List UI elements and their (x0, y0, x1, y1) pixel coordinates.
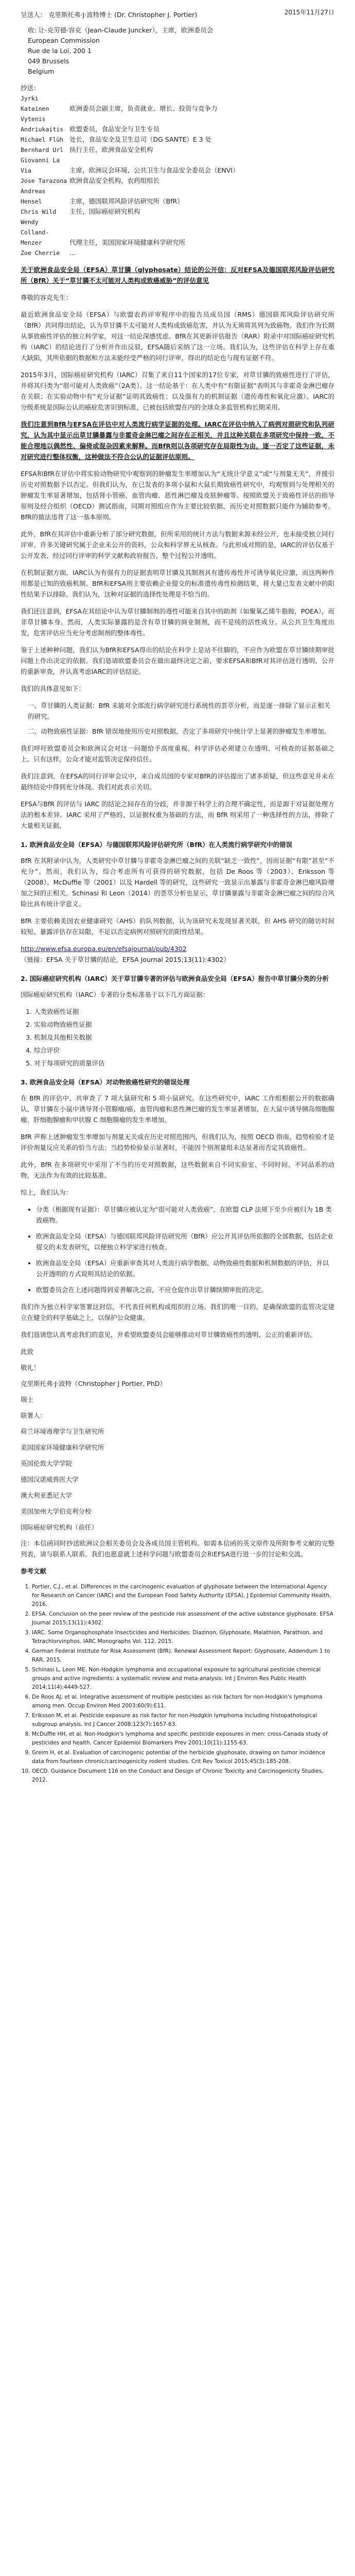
letter-subject: 关于欧洲食品安全局（EFSA）草甘膦（glyphosate）结论的公开信：反对EFSA及德国联邦风险评估研究所（BfR）关于“草甘膦不太可能对人类构成致癌威胁”的评估意见 (21, 266, 334, 284)
recipient-line: 收: 让-克劳德·容克（Jean-Claude Juncker），主席，欧洲委员会 (28, 26, 214, 34)
co-signer: 澳大利亚悉尼大学 (21, 1492, 73, 1499)
body-paragraph: BfR 声称上述肿瘤发生率增加与剂量无关或在历史对照范围内，但我们认为，按照 OECD 指南，趋势检验才是评价剂量反应关系的恰当方法；当趋势检验显示显著时，不能因个别剂量组未达显著而否定其致癌性。 (21, 1133, 334, 1151)
section-heading-iarc: 2. 国际癌症研究机构（IARC）关于草甘膦专著的评估与欧洲食品安全局（EFSA）报告中草甘膦分类的分析 (21, 975, 329, 982)
body-paragraph: 国际癌症研究机构（IARC）专著的分类标准基于以下几方面证据： (21, 991, 209, 998)
body-paragraph: 2015年3月，国际癌症研究机构（IARC）召集了来自11个国家的17位专家，对草甘膦的致癌性进行了评估，并将其归类为“很可能对人类致癌”（2A类）。这一结论基于：在人类中有“有限证据”表明其与非霍奇金淋巴瘤存在关联；在实验动物中有“充分证据”证明其致癌性；以及强有力的机制证据（遗传毒性和氧化应激）。IARC的分级系统是国际公认的癌症危害识别标准，已被包括欧盟在内的全球众多监管机构长期采用。 (21, 371, 334, 411)
cc-row (21, 114, 334, 134)
reference-item: 10. OECD. Guidance Document 116 on the Conduct and Design of Chronic Toxicity and Carcinogenicity Studies, 2012. (32, 1767, 334, 1785)
reference-item: 1. Portier, C.J., et al. Differences in the carcinogenic evaluation of glyphosate between the International Agency for Research on Cancer (IARC) and the European Food Safety Authority (EFSA). J Epidemiol Community Health, 2016. (32, 1583, 334, 1609)
signature-block (21, 1346, 334, 1533)
cc-row (21, 217, 334, 248)
reference-item: 9. Greim H, et al. Evaluation of carcinogenic potential of the herbicide glyphosate, drawing on tumor incidence data from fourteen chronic/carcinogenicity rodent studies. Crit Rev Toxicol 2015;45(3):185-208. (32, 1749, 334, 1766)
signers-label: 联署人： (21, 1412, 47, 1419)
summary-item: • 分类（根据现有证据）：草甘膦应被认定为“很可能对人类致癌”，在欧盟 CLP 法规下至少应被归为 1B 类致癌物。 (36, 1204, 334, 1226)
letter-date: 2015年11月27日 (284, 9, 334, 16)
cc-name: Zoe Cherrie (21, 249, 60, 257)
summary-item: • 欧洲食品安全局（EFSA）与德国联邦风险评估研究所（BfR）应公开其评估所依据的全部数据，包括企业提交的未发表研究，以便独立科学家进行核查。 (36, 1231, 334, 1252)
iarc-criteria-item: 4. 综合评价 (34, 1045, 334, 1056)
cc-name: Michael Flüh (21, 136, 64, 143)
cc-role: 欧盟委员，食品安全与卫生专员 (69, 125, 160, 133)
body-paragraph: 我们呼吁欧盟委员会和欧洲议会对这一问题给予高度重视。科学评估必须建立在透明、可核查的证据基础之上。只有这样，公众才能对监管决定保持信任。 (21, 744, 334, 763)
cc-name: Chris Wild (21, 208, 57, 215)
co-signer: 德国汉诺威兽医大学 (21, 1476, 79, 1483)
cc-role: 主席，欧洲议会环境、公共卫生与食品安全委员会（ENVI） (69, 166, 239, 174)
iarc-criteria-item: 3. 机制及其他相关数据 (34, 1032, 334, 1043)
recipient-address (21, 25, 334, 77)
body-paragraph: BfR 主要依赖美国农业健康研究（AHS）的队列数据，认为该研究未发现显著关联，但 AHS 研究的随访时间较短、暴露评估存在局限，不足以否定病例对照研究的阳性结果。 (21, 917, 334, 936)
section-heading-animal: 3. 欧洲食品安全局（EFSA）对动物致癌性研究的错误处理 (21, 1078, 190, 1086)
cc-name: Jose Tarazona (21, 177, 67, 184)
recipient-street: Rue de la Loi, 200 1 (28, 47, 92, 55)
efsa-link[interactable]: http://www.efsa.europa.eu/en/efsajournal/pub/4302 (21, 945, 187, 953)
cc-row (21, 248, 334, 258)
cc-name: Vytenis Andriukaitis (21, 115, 64, 133)
cc-name: Bernhard Url (21, 146, 64, 154)
reference-item: 3. IARC. Some Organophosphate Insecticides and Herbicides: Diazinon, Glyphosate, Malathion, Parathion, and Tetrachlorvinphos. IARC Monographs Vol. 112, 2015. (32, 1629, 334, 1646)
body-paragraph: 我们还注意到，EFSA在其结论中认为草甘膦制剂的毒性可能来自其中的助剂（如聚氧乙烯牛脂胺，POEA），而非草甘膦本身。然而，人类实际暴露的是含有草甘膦的商业制剂，而不是纯的活性成分。从公共卫生角度出发，危害评估应当充分考虑制剂的整体毒性。 (21, 607, 334, 637)
body-paragraph: 此外，BfR 在多项研究中采用了不当的历史对照数据，这些数据来自不同实验室、不同时间、不同品系的动物，无法作为有效的比较基准。 (21, 1161, 334, 1179)
dash-item: 二、动物致癌性证据：BfR 错误地使用历史对照数据，否定了多项研究中统计学上显著的肿瘤发生率增加。 (28, 727, 331, 735)
iarc-criteria-item: 2. 实验动物致癌性证据 (34, 1019, 334, 1030)
recipient-country: Belgium (28, 67, 55, 75)
body-paragraph: 我们作为独立科学家签署这封信，不代表任何机构或组织的立场。我们的唯一目的，是确保欧盟的监管决定建立在健全的科学基础之上，以保护公众健康。 (21, 1303, 334, 1321)
body-paragraph: 最近欧洲食品安全局（EFSA）与欧盟农药评审程序中的报告员成员国（RMS）德国联邦风险评估研究所（BfR）共同得出结论，认为草甘膦不太可能对人类构成致癌危害，并认为无须将其列为致癌物。我们作为长期从事致癌性评估的独立科学家，对这一结论深感忧虑。BfR在其更新评估报告（RAR）附录中对国际癌症研究机构（IARC）的结论进行了分析并作出反驳，EFSA随后采纳了这一立场。我们认为，这些评估在科学上存在重大缺陷，其所依据的数据和方法未能经受严格的同行评审，得出的结论也与现有证据不符。 (21, 311, 334, 362)
cc-name: Andreas Hensel (21, 188, 46, 205)
cc-role: 代理主任，美国国家环境健康科学研究所 (69, 239, 186, 246)
body-paragraph: EFSA与BfR 的评估与 IARC 的结论之间存在的分歧，并非源于科学上的合理不确定性，而是源于对证据处理方法的根本差异。IARC 采用了严格的、以证据权重为基础的方法，而 BfR 则采用了一种选择性的方法，排除了大量相关证据。 (21, 800, 334, 829)
cc-role: 处长，食品安全及卫生总司（DG SANTE）E 3 处 (69, 135, 212, 143)
cc-role: 主任，国际癌症研究机构 (69, 208, 140, 215)
cc-row (21, 134, 334, 145)
cc-row (21, 155, 334, 176)
cc-name: Wendy Colland-Menzer (21, 218, 49, 246)
cc-row (21, 186, 334, 207)
cc-role: ... (69, 249, 76, 257)
cc-list (21, 83, 334, 258)
cc-label: 抄送： (21, 84, 40, 92)
cc-role: 主席，德国联邦风险评估研究所（BfR） (69, 197, 184, 205)
iarc-criteria-list (21, 1006, 334, 1069)
summary-heading: 综上，我们认为： (21, 1189, 73, 1196)
section-heading-human: 1. 欧洲食品安全局（EFSA）与德国联邦风险评估研究所（BfR）在人类流行病学研究中的错误 (21, 841, 293, 849)
co-signer: 荷兰环境毒理学与卫生研究所 (21, 1428, 104, 1435)
co-signer: 英国伦敦大学学院 (21, 1460, 73, 1467)
dash-item: 一、草甘膦的人类证据：BfR 未能对全部流行病学研究进行系统性的荟萃分析，而是逐一排除了显示正相关的研究。 (28, 702, 331, 720)
cc-row (21, 176, 334, 186)
iarc-criteria-item: 1. 人类致癌性证据 (34, 1006, 334, 1017)
recipient-city: 049 Brussels (28, 57, 69, 65)
reference-item: 2. EFSA. Conclusion on the peer review of the pesticide risk assessment of the active substance glyphosate. EFSA Journal 2015;13(11):4302. (32, 1610, 334, 1628)
reference-item: 7. Eriksson M, et al. Pesticide exposure as risk factor for non-Hodgkin lymphoma including histopathological subgroup analysis. Int J Cancer 2008;123(7):1657-63. (32, 1711, 334, 1729)
dash-list (21, 700, 334, 737)
iarc-criteria-item: 5. 对于每项研究的质量评估 (34, 1058, 334, 1069)
summary-item: • 欧洲食品安全局（EFSA）应重新审查其对人类流行病学数据、动物致癌性数据和机制数据的评估，并以公开透明的方式说明其结论的依据。 (36, 1258, 334, 1279)
reference-item: 6. De Roos AJ, et al. Integrative assessment of multiple pesticides as risk factors for non-Hodgkin's lymphoma among men. Occup Environ Med 2003;60(9):E11. (32, 1693, 334, 1710)
cc-row (21, 207, 334, 217)
salutation: 尊敬的容克先生： (21, 294, 73, 301)
cc-role: 欧洲食品安全机构，农药组组长 (69, 177, 160, 184)
body-paragraph: 我们恳请您认真考虑我们的意见，并希望欧盟委员会能够推动对草甘膦致癌性的透明、公正的重新评估。 (21, 1331, 317, 1338)
cc-name: Giovanni La Via (21, 157, 60, 174)
co-signer: 美国国家环境健康科学研究所 (21, 1444, 104, 1451)
references-heading: 参考文献 (21, 1567, 47, 1575)
final-note: 注：本信函同时抄送欧洲议会相关委员会及各成员国主管机构。如需本信函的英文原件及所附参考文献的完整列表，请与联系人联系。我们也愿意就上述科学问题与欧盟委员会和EFSA进行进一步的讨论和交流。 (21, 1539, 334, 1558)
cc-row (21, 93, 334, 114)
reference-link-block (21, 943, 334, 965)
body-paragraph: 此外，BfR在其评估中重新分析了部分研究数据，但所采用的统计方法与数据来源未经公开，也未接受独立同行评审。许多关键研究属于企业未公开的资料，公众和科学界无从核查。与此形成对照的是，IARC的评估仅基于公开发表、经过同行评审的科学文献和政府报告，整个过程公开透明。 (21, 530, 334, 560)
cc-role: 执行主任，欧洲食品安全机构 (69, 146, 153, 154)
to-line: 呈送人： 克里斯托弗·J·波特博士 (Dr. Christopher J. Portier) (21, 11, 198, 19)
regards: 敬礼！ (21, 1364, 40, 1371)
reference-item: 8. McDuffie HH, et al. Non-Hodgkin's lymphoma and specific pesticide exposures in men: cross-Canada study of pesticides and health. Cancer Epidemiol Biomarkers Prev 2001;10(11):1155-63. (32, 1730, 334, 1748)
signoff: 此致 (21, 1348, 34, 1355)
reference-item: 5. Schinasi L, Leon ME. Non-Hodgkin lymphoma and occupational exposure to agricultural pesticide chemical groups and active ingredients: a systematic review and meta-analysis. Int J Environ Res Public Health 2014;11(4):4449-527. (32, 1666, 334, 1692)
body-paragraph: 我们注意到，在EFSA的同行评审会议中，来自成员国的专家对BfR的评估提出了诸多质疑，但这些意见并未在最终结论中得到充分体现。我们对此表示关切。 (21, 772, 334, 791)
signer-title: 瑞士 (21, 1396, 34, 1403)
body-paragraph: EFSA和BfR在评估中将实验动物研究中观察到的肿瘤发生率增加认为“无统计学意义”或“与剂量无关”，并援引历史对照数据予以否定。但我们认为，在已发表的多项小鼠和大鼠长期致癌性研究中，均观察到与处理相关的肿瘤发生率显著增加，包括肾小管癌、血管肉瘤、恶性淋巴瘤及皮肤肿瘤等。按照欧盟关于致癌性评估的指导原则及经合组织（OECD）测试指南，同期对照组应作为主要比较依据，而历史对照数据只能作为辅助参考。BfR的做法违背了这一基本原则。 (21, 470, 334, 521)
cc-role: 欧洲委员会副主席，负责就业、增长、投资与竞争力 (69, 105, 218, 112)
body-paragraph: 在机制证据方面，IARC认为有强有力的证据表明草甘膦及其制剂具有遗传毒性并可诱导氧化应激，而这两种作用都是已知的致癌机制。BfR和EFSA则主要依赖企业提交的标准遗传毒性检测结果，将大量已发表文献中的阳性结果予以排除。我们认为，这种对证据的选择性处理是不恰当的。 (21, 569, 334, 598)
reference-item: 4. German Federal Institute for Risk Assessment (BfR). Renewal Assessment Report: Glyphosate, Addendum 1 to RAR, 2015. (32, 1647, 334, 1665)
signer-name: 克里斯托弗·J·波特（Christopher J Portier, PhD） (21, 1380, 166, 1387)
recipient-org: European Commission (28, 37, 100, 44)
body-paragraph: 我们注意到BfR与EFSA在评估中对人类流行病学证据的处理。IARC在评估中纳入了病例对照研究和队列研究，认为其中显示出草甘膦暴露与非霍奇金淋巴瘤之间存在正相关，并且这种关联在多项研究中保持一致，不能合理地以偶然性、偏倚或混杂因素来解释。而BfR则以各项研究存在局限性为由，逐一否定了这些证据，未对研究进行整体权衡，这种做法不符合公认的证据评估原则。 (21, 420, 334, 461)
references-list (21, 1583, 334, 1785)
co-signer: 美国加州大学伯克利分校 (21, 1507, 92, 1515)
cc-name: Jyrki Katainen (21, 95, 49, 112)
summary-list (21, 1204, 334, 1295)
cc-row (21, 145, 334, 155)
co-signer: 国际癌症研究机构（前任） (21, 1523, 98, 1531)
body-paragraph: 鉴于上述种种问题，我们认为BfR和EFSA得出的结论在科学上是站不住脚的，不应作为欧盟在草甘膦续期审批问题上作出决定的依据。我们恳请欧盟委员会在做出最终决定之前，要求EFSA和BfR对其评估进行透明、公开的重新审查，并认真考虑IARC的评估结论。 (21, 646, 334, 675)
summary-item: • 欧盟委员会在上述问题得到妥善解决之前，不应仓促作出草甘膦续期审批的决定。 (36, 1284, 334, 1295)
sub-heading: 我们的具体意见如下： (21, 685, 85, 692)
body-paragraph: BfR 在其附录中认为，人类研究中草甘膦与非霍奇金淋巴瘤之间的关联“缺乏一致性”，因而证据“有限”甚至“不充分”。然而，我们认为，综合考虑所有可获得的研究数据，包括 De Roos 等（2003）、Eriksson 等（2008）、McDuffie 等（2001）以及 Hardell 等的研究，这些研究一致显示出暴露与非霍奇金淋巴瘤风险增加之间的正相关。Schinasi 和 Leon（2014）的荟萃分析也显示，草甘膦暴露与非霍奇金淋巴瘤之间的综合风险比具有统计学意义。 (21, 857, 334, 908)
body-paragraph: 在 BfR 的评估中，共审查了 7 项大鼠研究和 5 项小鼠研究。在这些研究中，IARC 工作组根据公开的数据确认，草甘膦在小鼠中诱导肾小管腺瘤/癌、血管肉瘤和恶性淋巴瘤的发生率显著增加，在大鼠中诱导胰岛细胞腺瘤、肝细胞腺瘤和甲状腺 C 细胞腺瘤的发生率增加。 (21, 1094, 334, 1124)
efsa-link-note: （链接：EFSA 关于草甘膦的结论，EFSA Journal 2015;13(11):4302） (21, 956, 230, 963)
